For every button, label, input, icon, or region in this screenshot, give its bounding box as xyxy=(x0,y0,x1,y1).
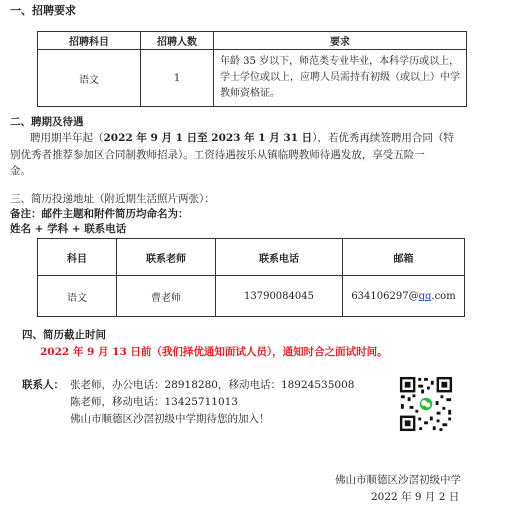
contact-table xyxy=(37,238,465,317)
section3-note: 备注：邮件主题和附件简历均命名为： xyxy=(10,208,189,220)
table-header: 招聘人数 xyxy=(141,32,214,50)
section2-line1: 聘用期半年起（2022 年 9 月 1 日至 2023 年 1 月 31 日），若优秀再续签聘用合同（特 xyxy=(30,132,454,144)
table-row xyxy=(38,276,465,317)
requirement-cell: 年龄 35 岁以下，师范类专业毕业，本科学历或以上，学士学位或以上，应聘人员需持有初级（或以上）中学教师资格证。 xyxy=(214,50,467,107)
table-row xyxy=(38,50,467,107)
email-cell: 634106297@qq.com xyxy=(343,276,465,317)
table-header: 联系电话 xyxy=(216,239,343,276)
phone-cell: 13790084045 xyxy=(216,276,343,317)
table-header: 要求 xyxy=(214,32,467,50)
recruitment-table xyxy=(37,31,467,107)
count-cell: 1 xyxy=(141,50,214,107)
subject-cell: 语文 xyxy=(38,50,141,107)
section2-title: 二、聘期及待遇 xyxy=(10,116,84,128)
contact-label: 联系人： xyxy=(22,379,64,391)
contact-line2: 陈老师，移动电话：13425711013 xyxy=(70,396,238,408)
table-header: 邮箱 xyxy=(343,239,465,276)
section2-line3: 金。 xyxy=(10,165,31,177)
contact-line1: 张老师，办公电话：28918280，移动电话：18924535008 xyxy=(70,379,355,391)
section3-format: 姓名 + 学科 + 联系电话 xyxy=(10,223,127,235)
contact-line3: 佛山市顺德区沙滘初级中学期待您的加入！ xyxy=(70,413,270,425)
subject-cell: 语文 xyxy=(38,276,117,317)
email-link[interactable]: qq xyxy=(418,290,432,302)
deadline-text: 2022 年 9 月 13 日前（我们择优通知面试人员），通知时合之面试时间。 xyxy=(40,346,388,358)
table-header: 联系老师 xyxy=(117,239,216,276)
table-header: 招聘科目 xyxy=(38,32,141,50)
teacher-cell: 曹老师 xyxy=(117,276,216,317)
footer-org: 佛山市顺德区沙滘初级中学 xyxy=(335,474,461,486)
section1-title: 一、招聘要求 xyxy=(10,4,76,17)
section2-line2: 别优秀者推荐参加区合同制教师招录）。工资待遇按乐从镇临聘教师待遇发放，享受五险一 xyxy=(10,149,425,161)
section4-title: 四、简历截止时间 xyxy=(22,329,106,341)
footer-date: 2022 年 9 月 2 日 xyxy=(371,491,460,503)
section3-title: 三、简历投递地址（附近期生活照片两张）： xyxy=(10,193,215,205)
table-header: 科目 xyxy=(38,239,117,276)
qr-code-icon xyxy=(398,374,454,434)
